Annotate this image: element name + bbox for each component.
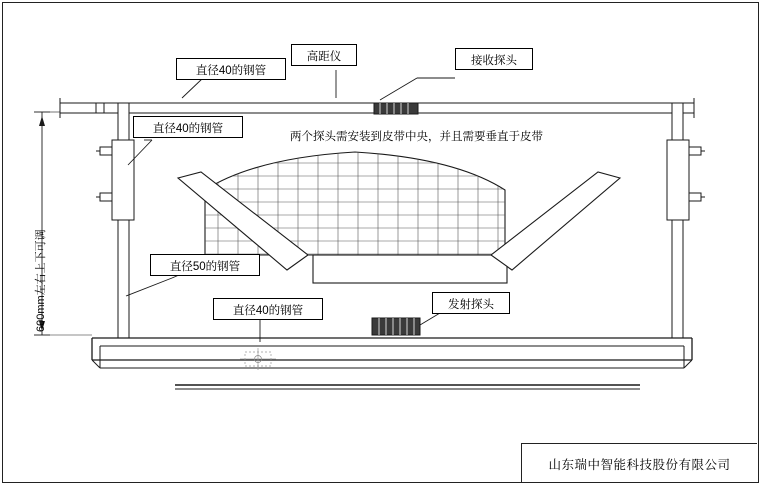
note-probe-installation: 两个探头需安装到皮带中央，并且需要垂直于皮带 — [290, 131, 543, 143]
leader-receiver-probe — [380, 78, 417, 100]
label-pipe-bottom-40: 直径40的钢管 — [213, 298, 323, 320]
base-center-detail — [240, 348, 276, 370]
right-bolt-upper — [689, 147, 701, 155]
label-pipe-left-40: 直径40的钢管 — [133, 116, 243, 138]
leader-transmitter-probe — [420, 313, 440, 325]
left-bracket-plate — [112, 140, 134, 220]
right-idler-roller — [491, 172, 620, 270]
label-height-gauge: 高距仪 — [291, 44, 357, 66]
label-transmitter-probe: 发射探头 — [432, 292, 510, 314]
leader-pipe-top-40 — [182, 78, 203, 98]
left-bolt-upper — [100, 147, 112, 155]
label-pipe-50: 直径50的钢管 — [150, 254, 260, 276]
leader-pipe-50 — [126, 278, 172, 296]
title-block — [521, 443, 757, 483]
receiver-probe — [374, 103, 418, 114]
right-bracket-plate — [667, 140, 689, 220]
belt-center-pan — [313, 255, 507, 283]
dimension-arrow-top — [39, 116, 45, 126]
label-receiver-probe: 接收探头 — [455, 48, 533, 70]
right-bolt-lower — [689, 193, 701, 201]
beam-joint-left — [96, 103, 104, 113]
label-pipe-top-40: 直径40的钢管 — [176, 58, 286, 80]
company-name: 山东瑞中智能科技股份有限公司 — [548, 457, 731, 472]
material-cross-section — [205, 152, 505, 255]
left-bolt-lower — [100, 193, 112, 201]
dimension-label-height: 600mm左右上下可调 — [35, 229, 47, 332]
